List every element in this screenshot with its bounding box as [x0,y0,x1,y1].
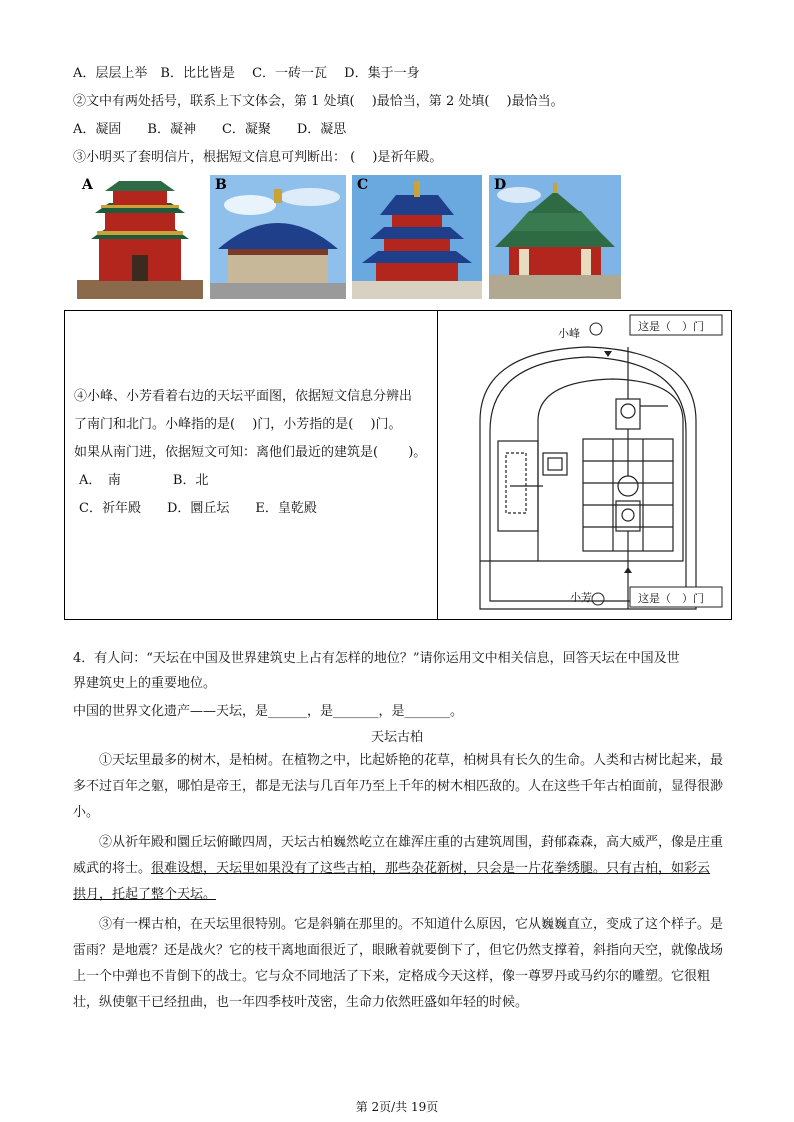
question-3: ③小明买了套明信片，根据短文信息可判断出： ( )是祈年殿。 [73,150,443,165]
picture-label-a: A [82,177,93,193]
paragraph-2-underlined: 很难设想，天坛里如果没有了这些古柏，那些杂花新树，只会是一片花拳绣腿。只有古柏，如彩云拱月，托起了整个天坛。 [73,861,711,902]
question-big4-line-2: 界建筑史上的重要地位。 [73,676,217,691]
options-q2: A．凝固 B．凝神 C．凝聚 D．凝思 [73,122,347,137]
options-q1: A．层层上举 B．比比皆是 C．一砖一瓦 D．集于一身 [73,66,420,81]
picture-label-c: C [357,177,369,193]
picture-d [489,175,621,299]
paragraph-2 [73,830,723,908]
question-4-options-2: C．祈年殿 D．圜丘坛 E．皇乾殿 [79,501,317,516]
paragraph-2-text: ②从祈年殿和圜丘坛俯瞰四周，天坛古柏巍然屹立在雄浑庄重的古建筑周围，葑郁森森，高大威严，像是庄重威武的将士。 [73,835,724,876]
question-map-box [64,310,732,620]
paragraph-3: ③有一棵古柏，在天坛里很特别。它是斜躺在那里的。不知道什么原因，它从巍巍直立，变成了这个样子。是雷雨？是地震？还是战火？它的枝干离地面很近了，眼瞅着就要倒下了，但它仍然支撑着，斜指向天空，就像战场上一个中弹也不肯倒下的战士。它与众不同地活了下来，定格成今天这样，像一尊罗丹或马约尔的雕塑。它很粗壮，纵使躯干已经扭曲，也一年四季枝叶茂密，生命力依然旺盛如年轻的时候。 [73,917,724,1010]
question-4-line-3: 如果从南门进，依据短文可知：离他们最近的建筑是( )。 [74,445,427,460]
map-label-xiaofeng: 小峰 [558,328,580,340]
question-2: ②文中有两处括号，联系上下文体会，第 1 处填( )最恰当，第 2 处填( )最恰当。 [73,94,564,109]
picture-c [352,175,482,299]
page-footer: 第 2页/共 19页 [355,1100,439,1114]
question-big4-line-1: 4．有人问：“天坛在中国及世界建筑史上占有怎样的地位？”请你运用文中相关信息，回答天坛在中国及世 [73,651,680,666]
temple-of-heaven-map [438,311,730,617]
question-big4-line-3: 中国的世界文化遗产——天坛，是______，是_______，是_______。 [73,704,464,719]
essay-title: 天坛古柏 [370,730,423,745]
map-bubble-bottom: 这是（ ）门 [638,593,704,605]
picture-b [210,175,346,299]
picture-label-b: B [215,177,227,193]
question-4-line-2: 了南门和北门。小峰指的是( )门，小芳指的是( )门。 [74,417,402,432]
map-label-xiaofang: 小芳 [570,592,592,604]
map-bubble-top: 这是（ ）门 [638,321,704,333]
picture-label-d: D [494,177,507,193]
question-4-line-1: ④小峰、小芳看着右边的天坛平面图，依据短文信息分辨出 [74,389,413,404]
paragraph-1: ①天坛里最多的树木，是柏树。在植物之中，比起娇艳的花草，柏树具有长久的生命。人类和古树比起来，最多不过百年之躯，哪怕是帝王，都是无法与几百年乃至上千年的树木相匹敌的。人在这些千年古柏面前，显得很渺小。 [73,753,724,820]
picture-a [77,175,203,299]
question-4-options-1: A． 南 B．北 [79,473,209,488]
